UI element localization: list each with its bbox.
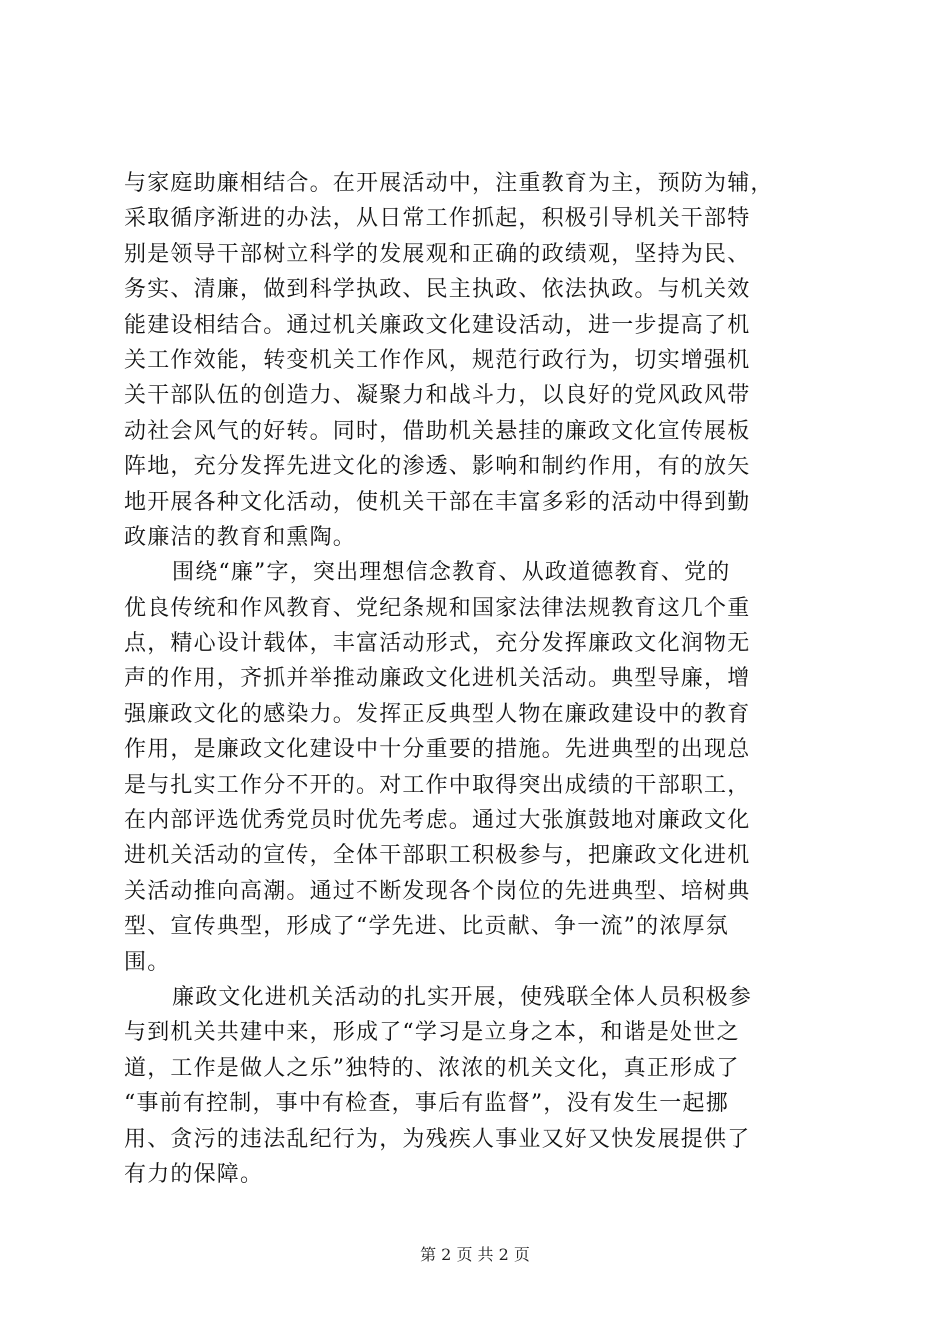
text-line: 关工作效能，转变机关工作作风，规范行政行为，切实增强机 <box>124 347 751 373</box>
paragraph <box>124 166 836 555</box>
text-line: 优良传统和作风教育、党纪条规和国家法律法规教育这几个重 <box>124 595 751 621</box>
paragraph <box>124 980 836 1192</box>
text-line: 作用，是廉政文化建设中十分重要的措施。先进典型的出现总 <box>124 737 751 763</box>
document-body <box>124 166 836 1192</box>
text-line: 政廉洁的教育和熏陶。 <box>124 524 357 550</box>
text-line: 阵地，充分发挥先进文化的渗透、影响和制约作用，有的放矢 <box>124 454 751 480</box>
text-line: 在内部评选优秀党员时优先考虑。通过大张旗鼓地对廉政文化 <box>124 808 751 834</box>
text-line: 关干部队伍的创造力、凝聚力和战斗力，以良好的党风政风带 <box>124 383 751 409</box>
text-line: “事前有控制，事中有检查，事后有监督”，没有发生一起挪 <box>124 1091 729 1117</box>
text-line: 采取循序渐进的办法，从日常工作抓起，积极引导机关干部特 <box>124 206 751 232</box>
text-line: 围。 <box>124 949 171 975</box>
page-footer: 第 2 页 共 2 页 <box>420 1245 530 1264</box>
text-line: 道，工作是做人之乐”独特的、浓浓的机关文化，真正形成了 <box>124 1055 740 1081</box>
text-line: 是与扎实工作分不开的。对工作中取得突出成绩的干部职工， <box>124 772 751 798</box>
text-line: 能建设相结合。通过机关廉政文化建设活动，进一步提高了机 <box>124 312 751 338</box>
text-line: 围绕“廉”字，突出理想信念教育、从政道德教育、党的 <box>172 560 731 586</box>
text-line: 强廉政文化的感染力。发挥正反典型人物在廉政建设中的教育 <box>124 701 751 727</box>
text-line: 有力的保障。 <box>124 1161 264 1187</box>
text-line: 点，精心设计载体，丰富活动形式，充分发挥廉政文化润物无 <box>124 631 751 657</box>
text-line: 声的作用，齐抓并举推动廉政文化进机关活动。典型导廉，增 <box>124 666 751 692</box>
paragraph <box>124 555 836 980</box>
text-line: 务实、清廉，做到科学执政、民主执政、依法执政。与机关效 <box>124 277 751 303</box>
text-line: 进机关活动的宣传，全体干部职工积极参与，把廉政文化进机 <box>124 843 751 869</box>
text-line: 关活动推向高潮。通过不断发现各个岗位的先进典型、培树典 <box>124 878 751 904</box>
text-line: 动社会风气的好转。同时，借助机关悬挂的廉政文化宣传展板 <box>124 418 751 444</box>
text-line: 用、贪污的违法乱纪行为，为残疾人事业又好又快发展提供了 <box>124 1126 751 1152</box>
text-line: 别是领导干部树立科学的发展观和正确的政绩观，坚持为民、 <box>124 241 751 267</box>
text-line: 型、宣传典型，形成了“学先进、比贡献、争一流”的浓厚氛 <box>124 914 729 940</box>
text-line: 与到机关共建中来，形成了“学习是立身之本，和谐是处世之 <box>124 1020 740 1046</box>
text-line: 地开展各种文化活动，使机关干部在丰富多彩的活动中得到勤 <box>124 489 751 515</box>
text-line: 廉政文化进机关活动的扎实开展，使残联全体人员积极参 <box>172 984 753 1010</box>
text-line: 与家庭助廉相结合。在开展活动中，注重教育为主，预防为辅， <box>124 171 774 196</box>
